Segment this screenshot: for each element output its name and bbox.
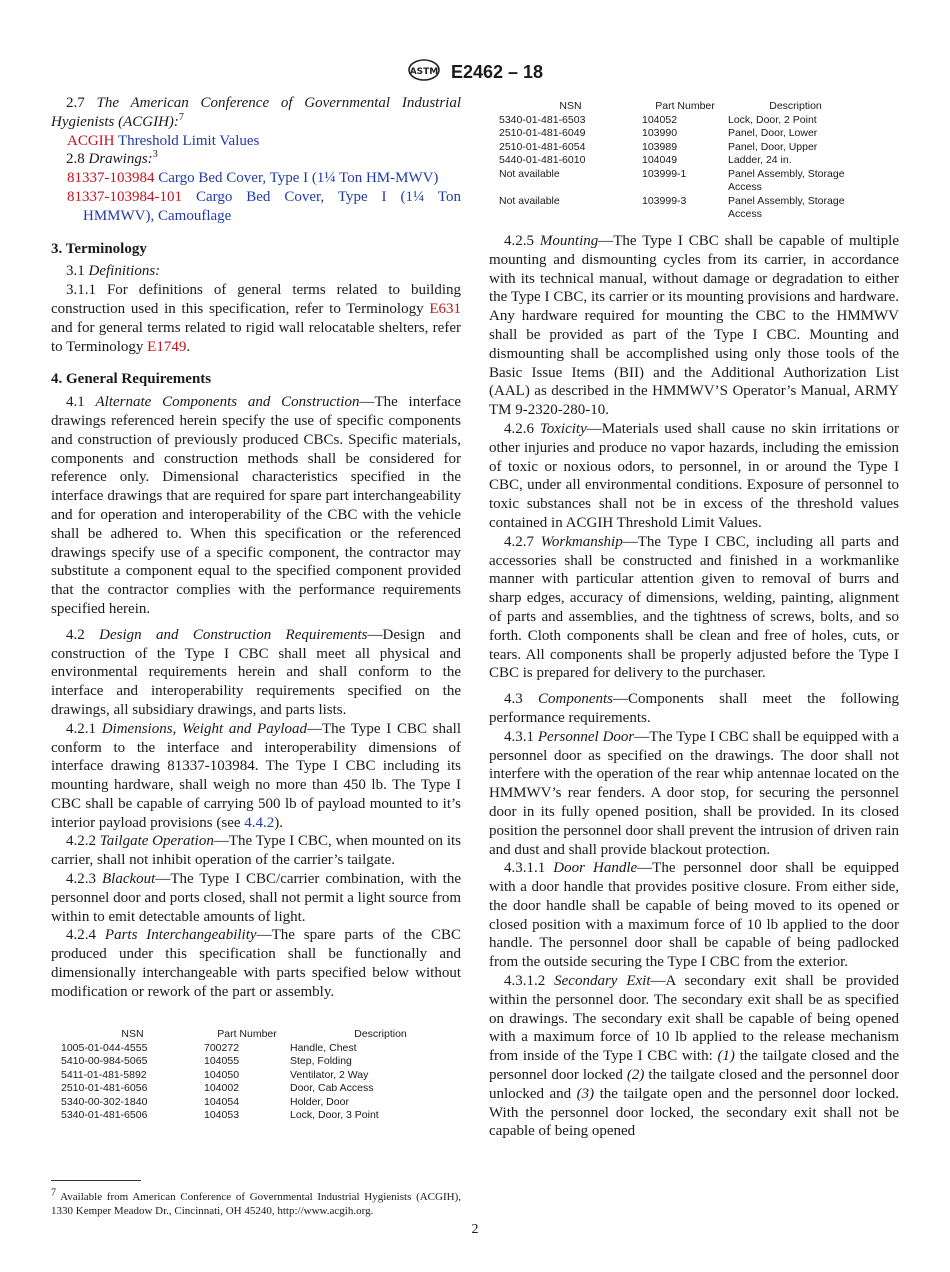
table-row [61,1082,471,1096]
nsn-cell: 2510-01-481-6056 [61,1082,148,1094]
table-row [61,1096,471,1110]
page-header [0,58,950,87]
ref-link-e631[interactable]: E631 [429,300,461,317]
desc-cell: Panel, Door, Lower [728,127,818,139]
part-cell: 700272 [204,1041,240,1054]
section-4-2-4: 4.2.4 Parts Interchangeability—The spare parts of the CBC produced under this specification shall be functionally and dimensionally interchangeable with parts specified below without modification or rework of the part or assembly. [51,927,462,1000]
nsn-cell: 2510-01-481-6054 [499,140,586,153]
part-cell: 104053 [204,1109,240,1121]
column-header: Part Number [655,100,715,112]
desc-cell: Holder, Door [290,1095,349,1108]
nsn-cell: 5410-00-984-5065 [61,1055,148,1067]
footnote-ref[interactable]: 3 [152,149,158,161]
nsn-cell: 5340-01-481-6506 [61,1109,148,1121]
parts-table-left [61,1028,471,1123]
heading-general-requirements: 4. General Requirements [51,371,212,388]
section-4-2-2: 4.2.2 Tailgate Operation—The Type I CBC, when mounted on its carrier, shall not inhibit operation of the carrier’s tailgate. [51,833,461,869]
desc-cell: Lock, Door, 2 Point [728,113,817,126]
nsn-cell: Not available [499,194,560,207]
desc-cell: Lock, Door, 3 Point [290,1109,379,1121]
column-header: Description [354,1028,407,1040]
heading-terminology: 3. Terminology [51,240,147,257]
desc-cell: Handle, Chest [290,1041,357,1054]
section-4-3: 4.3 Components—Components shall meet the following performance requirements. [489,691,899,726]
ref-title[interactable]: Threshold Limit Values [117,132,260,149]
nsn-cell: 1005-01-044-4555 [61,1041,148,1054]
footnote-divider [51,1180,141,1181]
nsn-cell: 5340-00-302-1840 [61,1095,148,1108]
section-4-3-1-1: 4.3.1.1 Door Handle—The personnel door shall be equipped with a door handle that provides positive closure. From either side, the door handle shall be capable of being moved to its opened or closed position with a maximum force of 10 lb applied to the door handle. The personnel door shall be capable of being padlocked from the outside securing the Type I CBC from the exterior. [489,860,899,971]
desc-cell: Door, Cab Access [290,1082,374,1094]
ref-link-e1749[interactable]: E1749 [147,338,187,355]
page-number: 2 [471,1222,479,1237]
section-2-7: 2.7 The American Conference of Governmental Industrial Hygienists (ACGIH):$^7$ [51,95,462,130]
desc-cell: Ventilator, 2 Way [290,1068,369,1081]
table-row [499,154,863,168]
part-cell: 104054 [204,1095,240,1108]
ref-code[interactable]: ACGIH [67,132,115,149]
desc-cell: Ladder, 24 in. [728,154,792,166]
table-header-row [61,1028,471,1042]
part-cell: 103990 [642,127,678,139]
nsn-cell: Not available [499,167,560,180]
ref-title[interactable]: Cargo Bed Cover, Type I (1¼ Ton HM-MWV) [158,170,439,187]
left-column [51,94,461,1002]
desc-cell: Panel Assembly, Storage Access [728,194,845,220]
column-header: Part Number [217,1028,277,1040]
section-4-2-3: 4.2.3 Blackout—The Type I CBC/carrier combination, with the personnel door and ports closed, shall not permit a light source from within to emit detectable amounts of light. [51,871,462,925]
ref-title[interactable]: Cargo Bed Cover, Type I (1¼ Ton HMMWV), Camouflage [83,188,461,224]
ref-acgih [51,132,461,151]
table-header-row [499,100,863,114]
section-3-1-1: 3.1.1 For definitions of general terms related to building construction used in this specification, refer to Terminology E631 and for general terms related to rigid wall relocatable shelters, refer to Terminology E1749. [51,282,461,355]
table-row [61,1055,471,1069]
column-header: Description [769,100,822,112]
section-4-3-1-2: 4.3.1.2 Secondary Exit—A secondary exit shall be provided within the personnel door. The secondary exit shall be as specified on drawings. The secondary exit shall be capable of being opened with a maximum force of 10 lb applied to the release mechanism from inside of the Type I CBC with: (1) the tailgate closed and the personnel door locked (2) the tailgate closed and the personnel door unlocked and (3) the tailgate open and the personnel door locked. With the personnel door locked, the secondary exit shall not be capable of being opened [489,973,900,1140]
footnote: $^7$ Available from American Conference of Governmental Industrial Hygienists (ACGIH), 1330 Kemper Meadow Dr., Cincinnati, OH 45240, http://www.acgih.org. [51,1187,461,1217]
column-header: NSN [121,1028,144,1040]
table-row [61,1069,471,1083]
section-4-2: 4.2 Design and Construction Requirements—Design and construction of the Type I CBC shall meet all physical and environmental requirements herein and shall conform to the interface and interoperability requirements specified on the drawings, all subsidiary drawings, and parts lists. [51,626,462,718]
table-row [499,114,863,128]
standard-designation: E2462 – 18 [450,62,544,82]
section-4-1: 4.1 Alternate Components and Construction—The interface drawings referenced herein specify the use of specific components and construction of previously produced CBCs. Specific materials, components and construction methods shall be considered for reference only. Dimensional characteristics specified in the interface drawings that are required for spare part interchangeability and for operation and interoperability of the CBC with the vehicle shall be adhered to. When this specification or the referenced drawings specify use of a specific component, the contractor may substitute a component equal to the specified component provided that the contractor complies with the performance requirements specified herein. [51,394,461,617]
part-cell: 104052 [642,113,678,126]
nsn-cell: 5411-01-481-5892 [61,1068,147,1081]
section-4-3-1: 4.3.1 Personnel Door—The Type I CBC shall be equipped with a personnel door as specified on the drawings. The door shall not interfere with the operation of the rear whip antennae located on the HMMWV’s rear fenders. A door stop, for securing the personnel door in its fully opened position, shall be provided. In its closed position the personnel door shall prevent the intrusion of driven rain and dust and shall provide blackout protection. [489,728,899,858]
ref-drawing-1 [51,169,461,188]
desc-cell: Panel, Door, Upper [728,140,818,153]
footnote-ref[interactable]: 7 [178,111,184,123]
nsn-cell: 5340-01-481-6503 [499,113,586,126]
part-cell: 104050 [204,1068,240,1081]
desc-cell: Panel Assembly, Storage Access [728,167,845,193]
table-row [499,195,863,222]
ref-drawing-2 [51,188,461,226]
part-cell: 103999-3 [642,194,687,207]
part-cell: 104055 [204,1055,240,1067]
right-column [489,232,899,1141]
astm-logo-icon [407,58,441,87]
table-row [499,141,863,155]
table-row [61,1042,471,1056]
ref-code[interactable]: 81337-103984-101 [67,188,182,205]
table-row [499,127,863,141]
part-cell: 103999-1 [642,167,687,180]
part-cell: 103989 [642,140,678,153]
nsn-cell: 5440-01-481-6010 [499,154,586,166]
table-row [61,1109,471,1123]
section-4-2-1: 4.2.1 Dimensions, Weight and Payload—The Type I CBC shall conform to the interface and interoperability dimensions of interface drawing 81337-103984. The Type I CBC including its mounting hardware, shall weigh no more than 450 lb. The Type I CBC shall be capable of carrying 500 lb of payload mounted to it’s interior payload provisions (see 4.4.2). [51,720,461,831]
parts-table-right [499,100,863,222]
section-4-2-7: 4.2.7 Workmanship—The Type I CBC, including all parts and accessories shall be constructed and finished in a workmanlike manner with particular attention given to removal of burrs and sharp edges, accuracy of dimensions, welding, painting, alignment of parts and assemblies, and the tightness of screws, bolts, and so forth. Cloth components shall be clean and free of holes, cuts, or tears. All components shall be properly adjusted before the Type I CBC is prepared for delivery to the purchaser. [489,533,899,682]
section-3-1: 3.1 Definitions: [66,263,161,280]
section-2-8: 2.8 Drawings:$^3$ [66,149,158,168]
column-header: NSN [559,100,582,112]
desc-cell: Step, Folding [290,1055,352,1067]
section-4-2-6: 4.2.6 Toxicity—Materials used shall cause no skin irritations or other injuries and produce no vapor hazards, including the emission of toxic or noxious odors, to personnel, in or around the Type I CBC, under all environmental conditions. Exposure of personnel to toxic substances shall not be in excess of the threshold values contained in ACGIH Threshold Limit Values. [489,420,900,531]
ref-code[interactable]: 81337-103984 [67,170,155,187]
part-cell: 104049 [642,154,678,166]
ref-link-4-4-2[interactable]: 4.4.2 [244,814,275,831]
section-4-2-5: 4.2.5 Mounting—The Type I CBC shall be capable of multiple mounting and dismounting cycles from its carrier, in accordance with its technical manual, without damage or degradation to either the Type I CBC, its carrier or its mounting provisions and hardware. Any hardware required for mounting the CBC to the HMMWV shall be provided as part of the Type I CBC. Mounting and dismounting shall be accomplished using only those tools of the Basic Issue Items (BII) and the Additional Authorization List (AAL) as described in the HMMWV’S Operator’s Manual, ARMY TM 9-2320-280-10. [489,233,900,419]
part-cell: 104002 [204,1082,240,1094]
nsn-cell: 2510-01-481-6049 [499,127,586,139]
svg-text:ASTM: ASTM [409,67,439,77]
table-row [499,168,863,195]
